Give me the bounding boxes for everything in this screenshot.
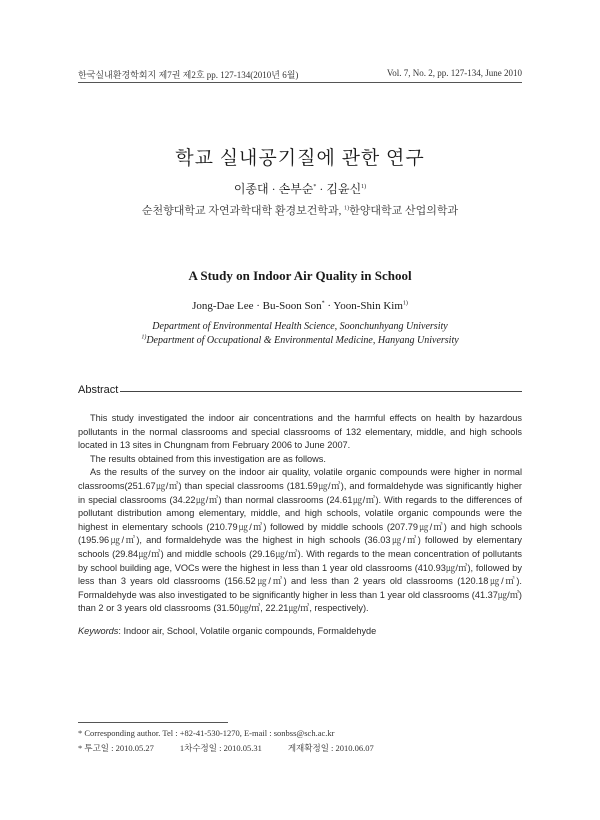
keywords-text: : Indoor air, School, Volatile organic compounds, Formaldehyde xyxy=(118,626,377,636)
corresponding-mark: * xyxy=(313,184,317,190)
english-author-1-2: Jong-Dae Lee · Bu-Soon Son xyxy=(192,300,322,312)
received-date: * 투고일 : 2010.05.27 xyxy=(78,743,154,753)
english-affiliation-2: Department of Occupational & Environmental Medicine, Hanyang University xyxy=(146,335,459,346)
affiliation-mark: 1) xyxy=(361,184,367,190)
accepted-date: 게재확정일 : 2010.06.07 xyxy=(287,743,374,753)
english-title: A Study on Indoor Air Quality in School xyxy=(188,268,412,283)
dates-footnote xyxy=(78,742,374,754)
abstract-body xyxy=(78,412,522,616)
journal-header-english: Vol. 7, No. 2, pp. 127-134, June 2010 xyxy=(386,68,522,78)
journal-header-korean: 한국실내환경학회지 제7권 제2호 pp. 127-134(2010년 6월) xyxy=(78,70,299,80)
english-affiliation-1: Department of Environmental Health Science, Soonchunhyang University xyxy=(152,321,448,332)
revised-date: 1차수정일 : 2010.05.31 xyxy=(179,743,262,753)
corresponding-author-footnote: * Corresponding author. Tel : +82-41-530-1270, E-mail : sonbss@sch.ac.kr xyxy=(78,728,335,738)
header-rule xyxy=(78,82,522,83)
korean-author-1-2: 이종대 · 손부순 xyxy=(233,182,314,196)
english-author-3: · Yoon-Shin Kim xyxy=(324,300,403,312)
abstract-heading xyxy=(78,384,522,396)
korean-authors xyxy=(0,180,600,197)
abstract-label: Abstract xyxy=(78,384,119,396)
english-affiliation-2-line xyxy=(0,334,600,348)
korean-affiliation-2: 한양대학교 산업의학과 xyxy=(349,205,459,217)
corresponding-mark: * xyxy=(321,300,325,307)
abstract-rule xyxy=(120,391,522,392)
korean-affiliation xyxy=(0,202,600,218)
abstract-paragraph-3: As the results of the survey on the indoor air quality, volatile organic compounds were higher in normal classrooms(251.67㎍/㎥) than special classrooms (181.59㎍/㎥), and formaldehyde was significantly higher in special classrooms (34.22㎍/㎥) than normal classrooms (24.61㎍/㎥). With regards to the differences of pollutant distribution among elementary, middle, and high schools, volatile organic compounds were the highest in elementary schools (210.79㎍/㎥) followed by middle schools (207.79㎍/㎥) and high schools (195.96㎍/㎥), and formaldehyde was the highest in high schools (36.03㎍/㎥) followed by elementary schools (29.84㎍/㎥) and middle schools (29.16㎍/㎥). With regards to the mean concentration of pollutants by school building age, VOCs were the highest in less than 1 year old classrooms (410.93㎍/㎥), followed by less than 3 years old classrooms (156.52㎍/㎥) and less than 2 years old classrooms (120.18㎍/㎥). Formaldehyde was also investigated to be significantly higher in less than 1 year old classrooms (41.37㎍/㎥) than 2 or 3 years old classrooms (31.50㎍/㎥, 22.21㎍/㎥, respectively). xyxy=(78,467,522,614)
affiliation-mark: 1) xyxy=(402,300,408,307)
keywords-label: Keywords xyxy=(78,626,119,636)
korean-title: 학교 실내공기질에 관한 연구 xyxy=(175,148,425,169)
keywords xyxy=(78,626,522,636)
abstract-paragraph-2: The results obtained from this investigation are as follows. xyxy=(90,453,326,464)
english-affiliation xyxy=(0,320,600,348)
affiliation-mark: 1) xyxy=(141,334,147,341)
korean-author-3: · 김윤신 xyxy=(316,182,362,196)
english-authors xyxy=(0,300,600,312)
affiliation-mark: 1) xyxy=(344,205,350,212)
korean-affiliation-1: 순천향대학교 자연과학대학 환경보건학과, xyxy=(141,205,345,217)
abstract-paragraph-1: This study investigated the indoor air concentrations and the harmful effects on health by hazardous pollutants in the normal classrooms and special classrooms of 132 elementary, middle, and high schools located in 13 sites in Chungnam from February 2006 to June 2007. xyxy=(78,413,522,451)
footnote-rule xyxy=(78,722,228,723)
